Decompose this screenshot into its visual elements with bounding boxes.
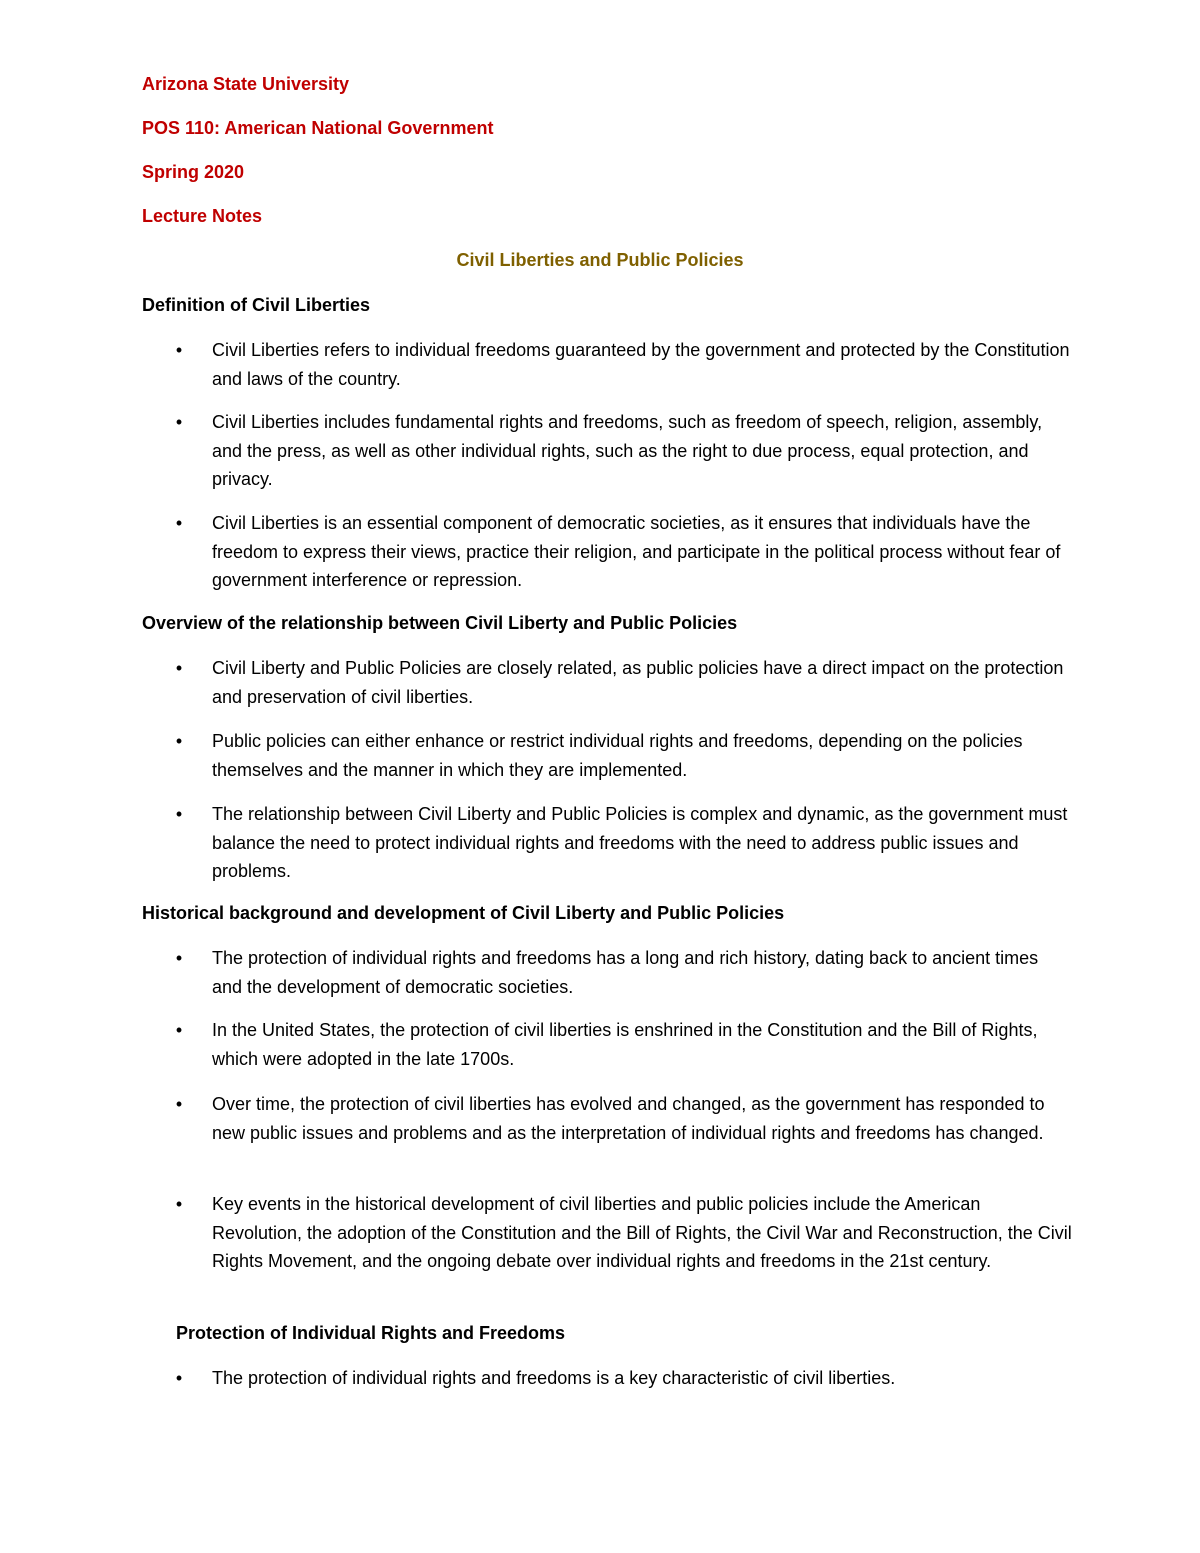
- list-item: Public policies can either enhance or restrict individual rights and freedoms, depending on the policies themselves and the manner in which they are implemented.: [212, 731, 1023, 780]
- list-item: Key events in the historical development of civil liberties and public policies include the American Revolution, the adoption of the Constitution and the Bill of Rights, the Civil War and Reconstruction, the Civil Rights Movement, and the ongoing debate over individual rights and freedoms in the 21st century.: [212, 1194, 1072, 1272]
- bullet-icon: •: [175, 1368, 183, 1388]
- section-heading: Overview of the relationship between Civil Liberty and Public Policies: [142, 613, 738, 633]
- bullet-icon: •: [175, 1094, 183, 1114]
- list-item: Civil Liberties refers to individual freedoms guaranteed by the government and protected by the Constitution and laws of the country.: [212, 340, 1070, 389]
- list-item: In the United States, the protection of civil liberties is enshrined in the Constitution and the Bill of Rights, which were adopted in the late 1700s.: [212, 1020, 1038, 1069]
- document-type: Lecture Notes: [142, 206, 263, 226]
- bullet-icon: •: [175, 948, 183, 968]
- bullet-icon: •: [175, 513, 183, 533]
- section-heading: Historical background and development of Civil Liberty and Public Policies: [142, 903, 785, 923]
- list-item: Civil Liberty and Public Policies are closely related, as public policies have a direct impact on the protection and preservation of civil liberties.: [212, 658, 1064, 707]
- bullet-icon: •: [175, 340, 183, 360]
- course-name: POS 110: American National Government: [142, 118, 494, 138]
- list-item: The protection of individual rights and freedoms has a long and rich history, dating back to ancient times and the development of democratic societies.: [212, 948, 1039, 997]
- section-heading: Protection of Individual Rights and Freedoms: [176, 1323, 566, 1343]
- list-item: Over time, the protection of civil liberties has evolved and changed, as the government has responded to new public issues and problems and as the interpretation of individual rights and freedoms has changed.: [212, 1094, 1045, 1143]
- bullet-icon: •: [175, 731, 183, 751]
- term: Spring 2020: [142, 162, 245, 182]
- bullet-icon: •: [175, 658, 183, 678]
- list-item: Civil Liberties includes fundamental rights and freedoms, such as freedom of speech, religion, assembly, and the press, as well as other individual rights, such as the right to due process, equal protection, and privacy.: [212, 412, 1043, 490]
- bullet-icon: •: [175, 1020, 183, 1040]
- list-item: Civil Liberties is an essential component of democratic societies, as it ensures that individuals have the freedom to express their views, practice their religion, and participate in the political process without fear of government interference or repression.: [212, 513, 1061, 591]
- bullet-icon: •: [175, 1194, 183, 1214]
- list-item: The relationship between Civil Liberty and Public Policies is complex and dynamic, as the government must balance the need to protect individual rights and freedoms with the need to address public issues and problems.: [212, 804, 1068, 882]
- list-item: The protection of individual rights and freedoms is a key characteristic of civil liberties.: [212, 1368, 896, 1388]
- university-name: Arizona State University: [142, 74, 350, 94]
- bullet-icon: •: [175, 412, 183, 432]
- document-title: Civil Liberties and Public Policies: [456, 250, 744, 270]
- section-heading: Definition of Civil Liberties: [142, 295, 371, 315]
- bullet-icon: •: [175, 804, 183, 824]
